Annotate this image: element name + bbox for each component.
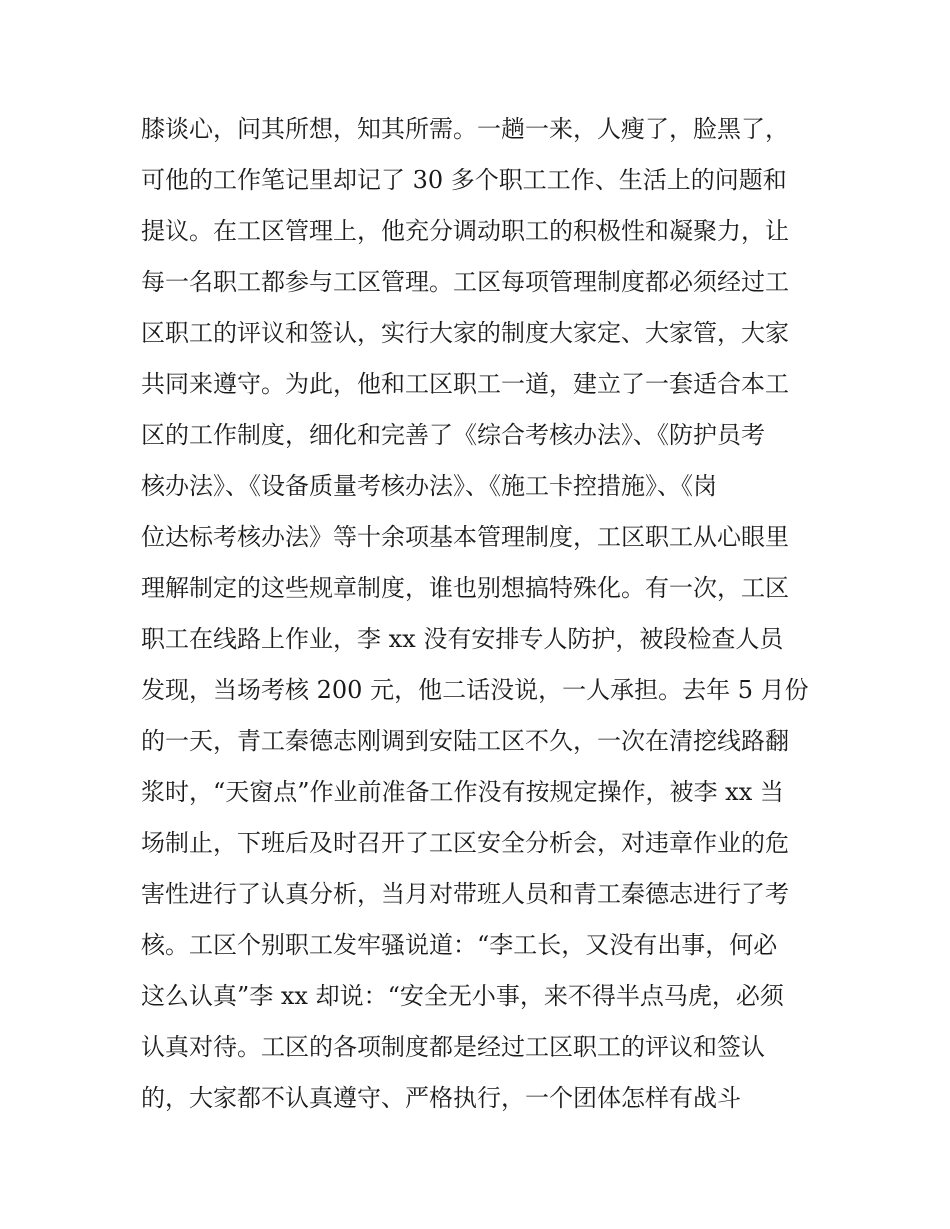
text-line: 核。工区个别职工发牢骚说道：“李工长，又没有出事，何必 (141, 931, 778, 959)
text-line: 位达标考核办法》等十余项基本管理制度，工区职工从心眼里 (141, 523, 789, 551)
text-line: 区职工的评议和签认，实行大家的制度大家定、大家管，大家 (141, 319, 789, 347)
text-line: 的一天，青工秦德志刚调到安陆工区不久，一次在清挖线路翻 (141, 727, 789, 755)
text-line: 提议。在工区管理上，他充分调动职工的积极性和凝聚力，让 (141, 217, 789, 245)
text-line: 场制止，下班后及时召开了工区安全分析会，对违章作业的危 (141, 829, 789, 857)
text-line: 共同来遵守。为此，他和工区职工一道，建立了一套适合本工 (141, 370, 789, 398)
text-line: 害性进行了认真分析，当月对带班人员和青工秦德志进行了考 (141, 880, 789, 908)
text-line: 的，大家都不认真遵守、严格执行，一个团体怎样有战斗 (141, 1084, 741, 1112)
text-line: 理解制定的这些规章制度，谁也别想搞特殊化。有一次，工区 (141, 574, 789, 602)
text-line: 区的工作制度，细化和完善了《综合考核办法》、《防护员考 (141, 421, 765, 449)
text-line: 浆时，“天窗点”作业前准备工作没有按规定操作，被李 xx 当 (141, 778, 784, 806)
text-line: 发现，当场考核 200 元，他二话没说，一人承担。去年 5 月份 (141, 676, 809, 704)
text-line: 核办法》、《设备质量考核办法》、《施工卡控措施》、《岗 (141, 472, 717, 500)
text-line: 这么认真”李 xx 却说：“安全无小事，来不得半点马虎，必须 (141, 982, 784, 1010)
text-line: 认真对待。工区的各项制度都是经过工区职工的评议和签认 (141, 1033, 765, 1061)
text-line: 每一名职工都参与工区管理。工区每项管理制度都必须经过工 (141, 268, 789, 296)
body-paragraph (141, 104, 821, 1124)
text-line: 膝谈心，问其所想，知其所需。一趟一来，人瘦了，脸黑了， (141, 115, 789, 143)
text-line: 职工在线路上作业，李 xx 没有安排专人防护，被段检查人员 (141, 625, 784, 653)
text-line: 可他的工作笔记里却记了 30 多个职工工作、生活上的问题和 (141, 166, 787, 194)
